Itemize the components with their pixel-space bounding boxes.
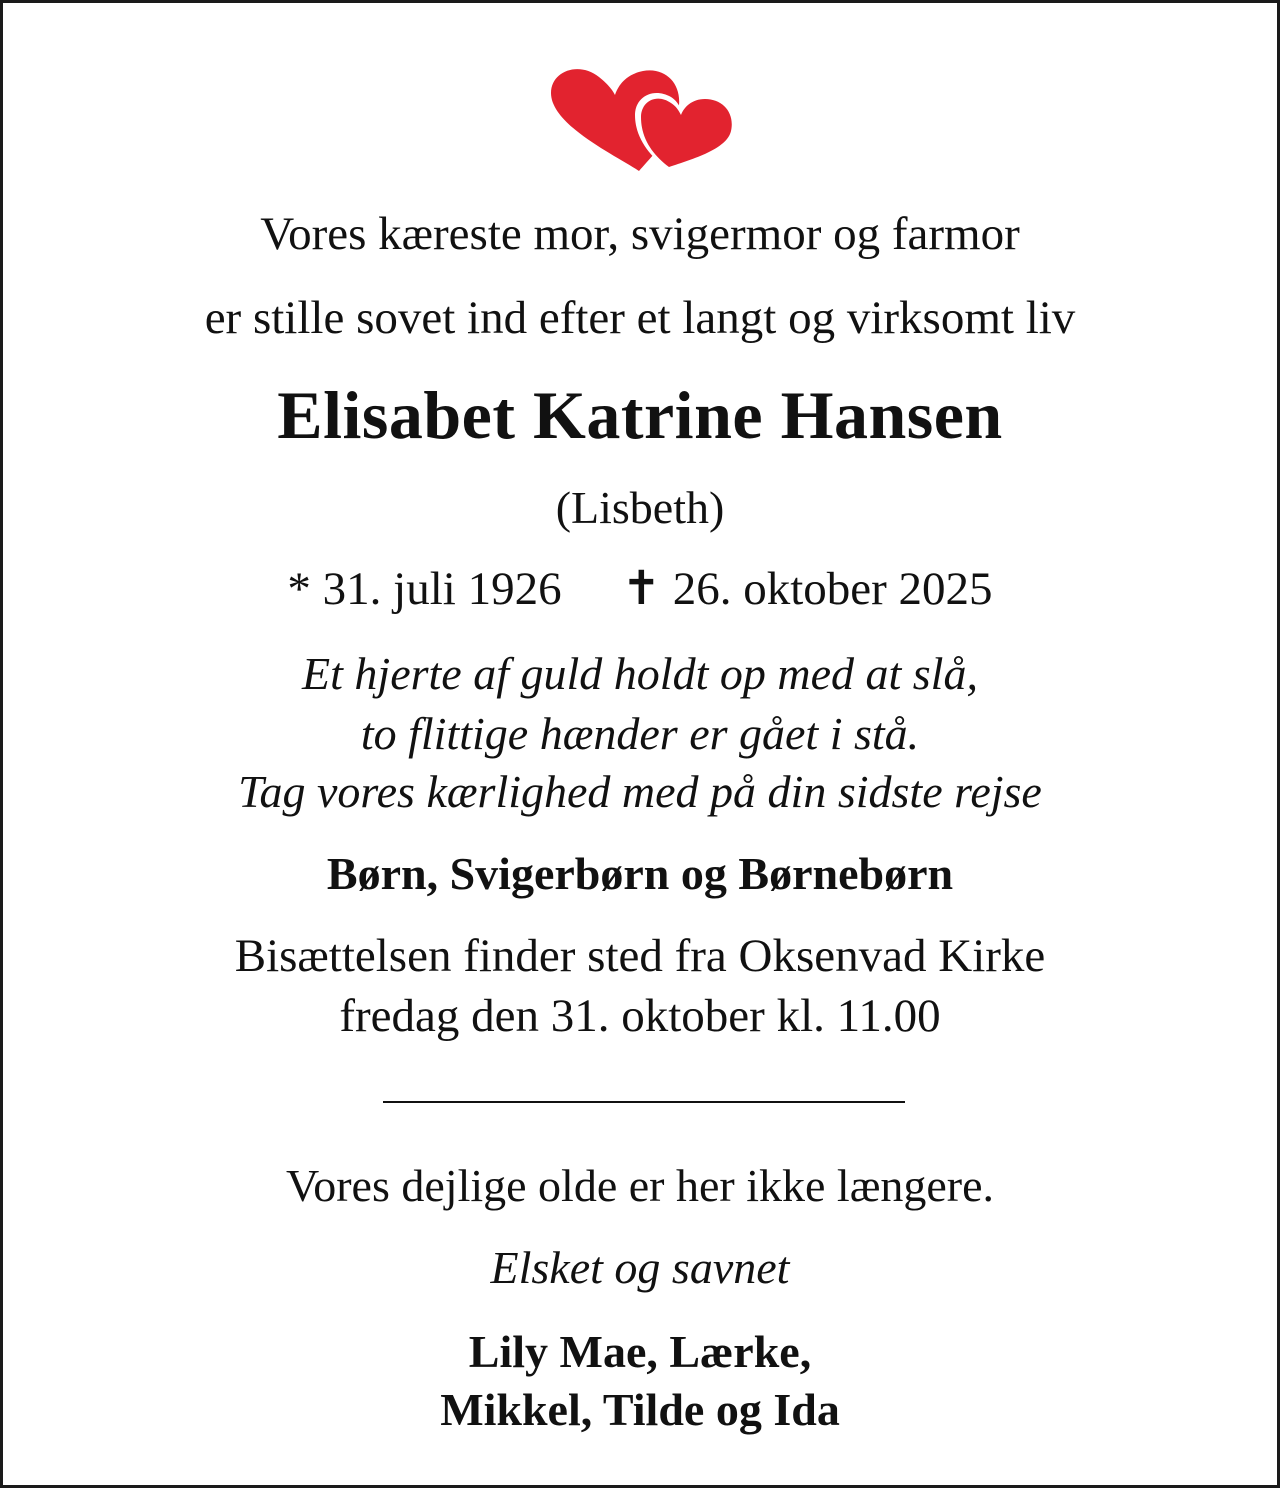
life-dates — [3, 563, 1277, 615]
two-hearts-icon — [543, 63, 743, 175]
great-grandchildren-line-2: Mikkel, Tilde og Ida — [440, 1384, 840, 1435]
separator-line — [383, 1101, 905, 1103]
deceased-nickname: (Lisbeth) — [555, 482, 725, 533]
verse-line-2: to flittige hænder er gået i stå. — [360, 708, 920, 759]
verse-line-1: Et hjerte af guld holdt op med at slå, — [302, 648, 978, 699]
great-grandchildren-line-1: Lily Mae, Lærke, — [468, 1326, 812, 1377]
intro-line-2: er stille sovet ind efter et langt og virksomt liv — [204, 292, 1076, 344]
loved-and-missed: Elsket og savnet — [490, 1242, 790, 1293]
ceremony-line-2: fredag den 31. oktober kl. 11.00 — [339, 990, 941, 1042]
farewell-text: Vores dejlige olde er her ikke længere. — [285, 1160, 995, 1211]
deceased-name: Elisabet Katrine Hansen — [277, 377, 1003, 453]
intro-line-1: Vores kæreste mor, svigermor og farmor — [260, 208, 1020, 260]
ceremony-line-1: Bisættelsen finder sted fra Oksenvad Kirke — [234, 930, 1046, 982]
verse-line-3: Tag vores kærlighed med på din sidste rejse — [238, 766, 1042, 817]
death-date: ✝ 26. oktober 2025 — [621, 563, 993, 615]
birth-date: * 31. juli 1926 — [287, 563, 562, 615]
family-signature: Børn, Svigerbørn og Børnebørn — [326, 848, 954, 899]
